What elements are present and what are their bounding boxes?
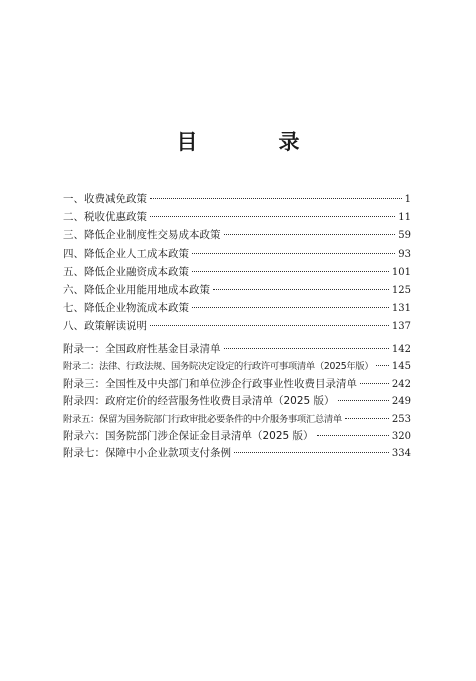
- toc-entry-page: 334: [391, 448, 411, 460]
- toc-entry-page: 125: [391, 284, 411, 296]
- dot-leader: [234, 452, 389, 453]
- dot-leader: [192, 307, 389, 308]
- toc-entry-page: 59: [398, 230, 411, 242]
- toc-entry-page: 242: [391, 378, 411, 390]
- dot-leader: [213, 289, 389, 290]
- toc-entry[interactable]: [63, 263, 411, 281]
- toc-appendix-entry[interactable]: [63, 376, 411, 393]
- toc-appendix-entry[interactable]: [63, 358, 411, 375]
- toc-entry-page: 249: [391, 396, 411, 408]
- toc-entry-label: 八、政策解读说明: [63, 320, 147, 333]
- toc-entry-page: 101: [391, 266, 411, 278]
- dot-leader: [192, 271, 389, 272]
- toc-entry-page: 131: [391, 303, 411, 315]
- toc-entry[interactable]: [63, 245, 411, 263]
- page-title: 目 录: [176, 130, 330, 154]
- toc-appendix-entry[interactable]: [63, 411, 411, 428]
- toc-entry-label: 附录四：政府定价的经营服务性收费目录清单（2025 版）: [63, 395, 335, 408]
- toc-entry-label: 五、降低企业融资成本政策: [63, 265, 189, 278]
- toc-entry-page: 145: [391, 361, 411, 373]
- toc-entry-page: 137: [391, 321, 411, 333]
- toc-entry[interactable]: [63, 208, 411, 226]
- toc-entry-page: 93: [398, 248, 411, 260]
- toc-entry-label: 三、降低企业制度性交易成本政策: [63, 229, 221, 242]
- dot-leader: [360, 383, 389, 384]
- toc-entry[interactable]: [63, 317, 411, 335]
- toc-entry-label: 附录二：法律、行政法规、国务院决定设定的行政许可事项清单（2025年版）: [63, 361, 374, 373]
- toc-entry[interactable]: [63, 299, 411, 317]
- toc-entry-page: 253: [391, 413, 411, 425]
- toc-appendices: [63, 341, 411, 463]
- toc-entry-label: 二、税收优惠政策: [63, 211, 147, 224]
- dot-leader: [317, 435, 389, 436]
- toc-entry[interactable]: [63, 226, 411, 244]
- toc-entry-label: 一、收费减免政策: [63, 193, 147, 205]
- toc-entry[interactable]: [63, 190, 411, 208]
- dot-leader: [150, 216, 395, 217]
- toc-entry-label: 附录三：全国性及中央部门和单位涉企行政事业性收费目录清单: [63, 377, 357, 390]
- toc-appendix-entry[interactable]: [63, 428, 411, 445]
- dot-leader: [376, 365, 389, 366]
- dot-leader: [150, 198, 402, 199]
- toc-entry-label: 附录一：全国政府性基金目录清单: [63, 343, 221, 355]
- dot-leader: [192, 253, 395, 254]
- toc-entry-label: 七、降低企业物流成本政策: [63, 302, 189, 315]
- dot-leader: [150, 325, 389, 326]
- toc-entry-page: 142: [391, 344, 411, 355]
- toc-entry-label: 附录七：保障中小企业款项支付条例: [63, 447, 231, 460]
- dot-leader: [224, 348, 389, 349]
- toc-entry-page: 320: [391, 430, 411, 442]
- dot-leader: [345, 418, 389, 419]
- dot-leader: [224, 234, 396, 235]
- toc-entry-label: 附录五：保留为国务院部门行政审批必要条件的中介服务事项汇总清单: [63, 413, 342, 425]
- toc-appendix-entry[interactable]: [63, 341, 411, 358]
- toc-entry-label: 附录六：国务院部门涉企保证金目录清单（2025 版）: [63, 429, 314, 442]
- toc-appendix-entry[interactable]: [63, 393, 411, 410]
- toc-entry-page: 1: [404, 194, 411, 205]
- toc-sections: [63, 190, 411, 336]
- toc-entry-page: 11: [398, 212, 411, 224]
- toc-entry[interactable]: [63, 281, 411, 299]
- toc-appendix-entry[interactable]: [63, 445, 411, 462]
- toc-entry-label: 六、降低企业用能用地成本政策: [63, 283, 210, 296]
- toc-entry-label: 四、降低企业人工成本政策: [63, 247, 189, 260]
- dot-leader: [338, 400, 389, 401]
